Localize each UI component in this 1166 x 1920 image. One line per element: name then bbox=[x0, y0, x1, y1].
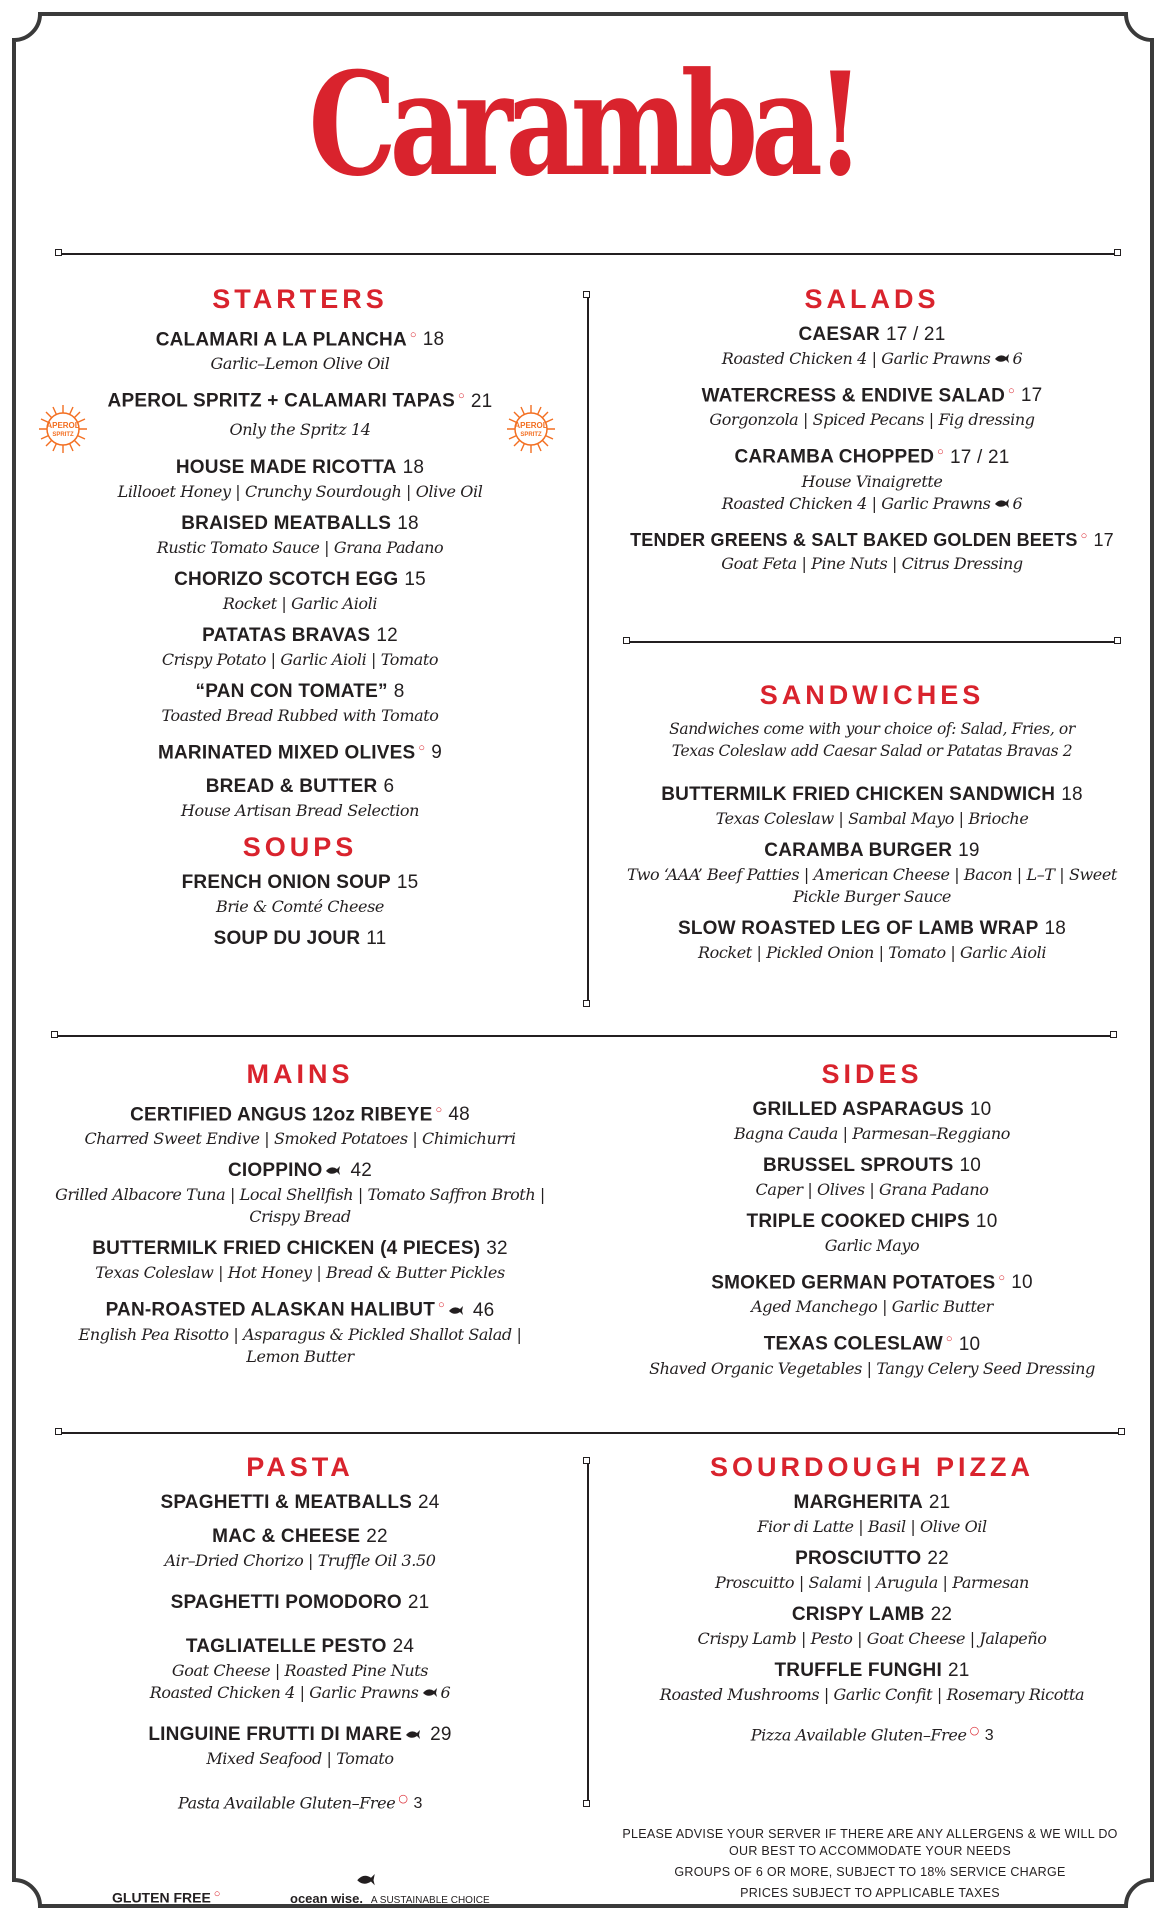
menu-item: BRUSSEL SPROUTS 10 Caper | Olives | Grana Padano bbox=[755, 1155, 989, 1199]
menu-item: MAC & CHEESE 22 Air–Dried Chorizo | Truffle Oil 3.50 bbox=[164, 1526, 436, 1570]
fish-icon bbox=[356, 1870, 376, 1888]
menu-item: TAGLIATELLE PESTO 24 Goat Cheese | Roasted Pine Nuts Roasted Chicken 4 | Garlic Prawns 6 bbox=[149, 1636, 451, 1702]
divider-vertical-lower bbox=[587, 1460, 589, 1804]
pasta-gluten-free-note: Pasta Available Gluten–Free ○ 3 bbox=[177, 1792, 423, 1813]
gluten-free-icon: ○ bbox=[438, 1299, 445, 1312]
gluten-free-icon: ○ bbox=[1008, 385, 1015, 397]
mains-title: MAINS bbox=[246, 1059, 354, 1089]
sandwiches-section bbox=[612, 678, 1132, 972]
svg-text:SPRITZ: SPRITZ bbox=[52, 432, 74, 438]
menu-item: CHORIZO SCOTCH EGG 15 Rocket | Garlic Aioli bbox=[174, 568, 426, 613]
menu-item: SPAGHETTI & MEATBALLS 24 bbox=[160, 1492, 440, 1513]
pasta-section bbox=[40, 1450, 560, 1815]
menu-item: CERTIFIED ANGUS 12oz RIBEYE ○ 48 Charred Sweet Endive | Smoked Potatoes | Chimichurri bbox=[84, 1104, 516, 1149]
menu-item: WATERCRESS & ENDIVE SALAD ○ 17 Gorgonzola | Spiced Pecans | Fig dressing bbox=[701, 385, 1043, 430]
taxes-note: PRICES SUBJECT TO APPLICABLE TAXES bbox=[740, 1886, 1000, 1900]
gluten-free-icon: ○ bbox=[945, 1333, 953, 1346]
gluten-free-icon: ○ bbox=[418, 741, 426, 754]
salads-title: SALADS bbox=[804, 284, 940, 314]
divider-lower bbox=[58, 1432, 1122, 1434]
brand-logo: Caramba! bbox=[308, 42, 858, 208]
menu-item: BUTTERMILK FRIED CHICKEN (4 PIECES) 32 Texas Coleslaw | Hot Honey | Bread & Butter Pickles bbox=[92, 1238, 508, 1283]
menu-item: BRAISED MEATBALLS 18 Rustic Tomato Sauce | Grana Padano bbox=[156, 512, 444, 557]
gluten-free-icon: ○ bbox=[398, 1792, 408, 1805]
fish-icon bbox=[448, 1303, 464, 1317]
footer-notes bbox=[620, 1826, 1120, 1902]
menu-item: CALAMARI A LA PLANCHA ○ 18 Garlic–Lemon Olive Oil bbox=[155, 329, 445, 374]
gluten-free-icon: ○ bbox=[969, 1724, 979, 1737]
menu-item: BUTTERMILK FRIED CHICKEN SANDWICH 18 Texas Coleslaw | Sambal Mayo | Brioche bbox=[661, 784, 1083, 828]
menu-item: TRIPLE COOKED CHIPS 10 Garlic Mayo bbox=[746, 1211, 998, 1255]
menu-item: CARAMBA BURGER 19 Two ‘AAA’ Beef Patties | American Cheese | Bacon | L–T | Sweet Pickle Burger Sauce bbox=[627, 840, 1117, 906]
divider-sandwiches bbox=[626, 641, 1118, 643]
fish-icon bbox=[405, 1727, 421, 1741]
gluten-free-icon: ○ bbox=[213, 1888, 221, 1900]
divider-middle bbox=[54, 1035, 1114, 1037]
menu-item: TENDER GREENS & SALT BAKED GOLDEN BEETS ○ 17 Goat Feta | Pine Nuts | Citrus Dressing bbox=[630, 529, 1114, 573]
menu-item: SMOKED GERMAN POTATOES ○ 10 Aged Manchego | Garlic Butter bbox=[711, 1272, 1033, 1317]
gluten-free-icon: ○ bbox=[435, 1104, 443, 1116]
starters-title: STARTERS bbox=[212, 284, 388, 314]
sides-section bbox=[612, 1057, 1132, 1388]
soups-title: SOUPS bbox=[242, 831, 358, 862]
menu-item: FRENCH ONION SOUP 15 Brie & Comté Cheese bbox=[181, 871, 419, 916]
gluten-free-icon: ○ bbox=[937, 446, 945, 459]
menu-item: LINGUINE FRUTTI DI MARE 29 Mixed Seafood | Tomato bbox=[148, 1724, 452, 1768]
menu-item: CAESAR 17 / 21 Roasted Chicken 4 | Garlic Prawns 6 bbox=[721, 324, 1023, 368]
fish-icon bbox=[994, 351, 1010, 365]
menu-item: “PAN CON TOMATE” 8 Toasted Bread Rubbed with Tomato bbox=[161, 680, 439, 725]
pizza-title: SOURDOUGH PIZZA bbox=[709, 1452, 1034, 1482]
menu-item: PATATAS BRAVAS 12 Crispy Potato | Garlic Aioli | Tomato bbox=[161, 624, 439, 669]
menu-item: CIOPPINO 42 Grilled Albacore Tuna | Local Shellfish | Tomato Saffron Broth | Crispy Bread bbox=[55, 1160, 545, 1227]
starters-section bbox=[40, 282, 560, 960]
menu-item: GRILLED ASPARAGUS 10 Bagna Cauda | Parmesan–Reggiano bbox=[733, 1099, 1011, 1143]
menu-item: BREAD & BUTTER 6 House Artisan Bread Selection bbox=[180, 775, 420, 820]
fish-icon bbox=[422, 1685, 438, 1699]
menu-item: SLOW ROASTED LEG OF LAMB WRAP 18 Rocket | Pickled Onion | Tomato | Garlic Aioli bbox=[678, 918, 1066, 962]
sides-title: SIDES bbox=[821, 1059, 923, 1089]
gluten-free-icon: ○ bbox=[458, 390, 465, 403]
allergen-note: PLEASE ADVISE YOUR SERVER IF THERE ARE ANY ALLERGENS & WE WILL DO OUR BEST TO ACCOMMODATE YOUR NEEDS bbox=[622, 1827, 1118, 1858]
menu-item: MARGHERITA 21 Fior di Latte | Basil | Olive Oil bbox=[757, 1492, 987, 1536]
pizza-gluten-free-note: Pizza Available Gluten–Free ○ 3 bbox=[750, 1724, 994, 1745]
menu-item: APEROL SPRITZ + CALAMARI TAPAS ○ 21 Only the Spritz 14 bbox=[107, 390, 493, 439]
menu-item: MARINATED MIXED OLIVES ○ 9 bbox=[157, 741, 443, 763]
salads-section bbox=[612, 282, 1132, 583]
menu-item: PROSCIUTTO 22 Proscuitto | Salami | Arugula | Parmesan bbox=[715, 1548, 1029, 1592]
menu-item: CRISPY LAMB 22 Crispy Lamb | Pesto | Goat Cheese | Jalapeño bbox=[697, 1604, 1047, 1648]
svg-text:APEROL: APEROL bbox=[46, 421, 80, 430]
menu-item: TRUFFLE FUNGHI 21 Roasted Mushrooms | Garlic Confit | Rosemary Ricotta bbox=[659, 1660, 1085, 1704]
svg-text:SPRITZ: SPRITZ bbox=[520, 432, 542, 438]
menu-item: TEXAS COLESLAW ○ 10 Shaved Organic Vegetables | Tangy Celery Seed Dressing bbox=[649, 1333, 1095, 1378]
fish-icon bbox=[994, 496, 1010, 510]
sandwiches-title: SANDWICHES bbox=[759, 680, 985, 710]
menu-item: PAN-ROASTED ALASKAN HALIBUT ○ 46 English Pea Risotto | Asparagus & Pickled Shallot Salad | Lemon Butter bbox=[78, 1299, 522, 1366]
menu-item: SOUP DU JOUR 11 bbox=[213, 927, 387, 949]
mains-section bbox=[40, 1057, 560, 1376]
svg-text:APEROL: APEROL bbox=[514, 421, 548, 430]
menu-item: HOUSE MADE RICOTTA 18 Lillooet Honey | Crunchy Sourdough | Olive Oil bbox=[117, 456, 483, 501]
fish-icon bbox=[325, 1163, 341, 1177]
pizza-section bbox=[612, 1450, 1132, 1747]
divider-vertical-upper bbox=[587, 294, 589, 1004]
pasta-title: PASTA bbox=[246, 1452, 354, 1482]
menu-item: SPAGHETTI POMODORO 21 bbox=[170, 1592, 430, 1613]
sandwiches-intro: Sandwiches come with your choice of: Salad, Fries, or Texas Coleslaw add Caesar Salad or Patatas Bravas 2 bbox=[669, 720, 1075, 760]
gluten-free-icon: ○ bbox=[409, 329, 417, 341]
gluten-free-icon: ○ bbox=[998, 1272, 1006, 1284]
groups-note: GROUPS OF 6 OR MORE, SUBJECT TO 18% SERVICE CHARGE bbox=[674, 1865, 1066, 1879]
divider-top bbox=[58, 253, 1118, 255]
gluten-free-icon: ○ bbox=[1080, 529, 1088, 542]
legend-gluten-free: GLUTEN FREE ○ bbox=[112, 1888, 221, 1906]
menu-item: CARAMBA CHOPPED ○ 17 / 21 House Vinaigrette Roasted Chicken 4 | Garlic Prawns 6 bbox=[721, 446, 1023, 513]
